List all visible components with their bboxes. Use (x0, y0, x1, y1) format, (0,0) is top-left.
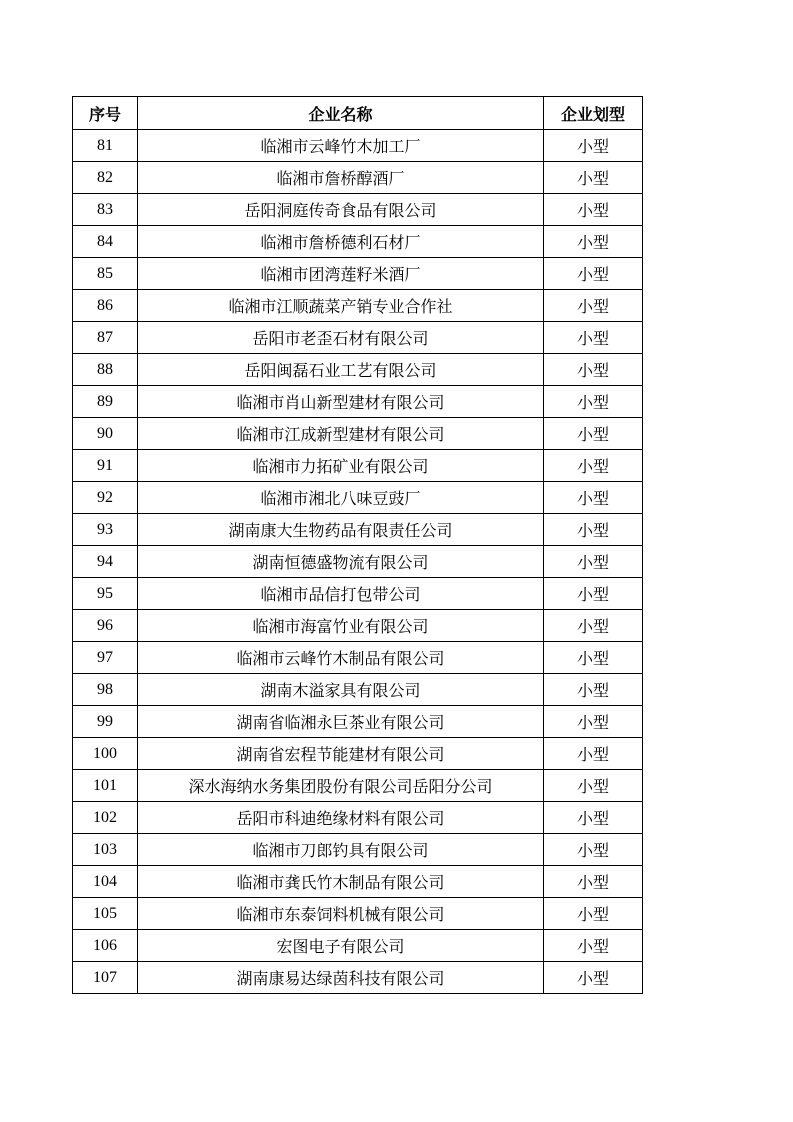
cell-enterprise-name: 临湘市刀郎钓具有限公司 (138, 834, 544, 866)
cell-enterprise-type: 小型 (544, 482, 643, 514)
cell-enterprise-type: 小型 (544, 930, 643, 962)
cell-enterprise-name: 湖南省宏程节能建材有限公司 (138, 738, 544, 770)
cell-serial-number: 85 (73, 258, 138, 290)
cell-serial-number: 84 (73, 226, 138, 258)
header-enterprise-name: 企业名称 (138, 97, 544, 130)
header-row (73, 97, 643, 130)
cell-enterprise-type: 小型 (544, 834, 643, 866)
cell-enterprise-type: 小型 (544, 770, 643, 802)
table-row (73, 610, 643, 642)
table-row (73, 962, 643, 994)
cell-enterprise-name: 岳阳洞庭传奇食品有限公司 (138, 194, 544, 226)
cell-enterprise-type: 小型 (544, 866, 643, 898)
header-enterprise-type: 企业划型 (544, 97, 643, 130)
cell-enterprise-name: 临湘市云峰竹木加工厂 (138, 130, 544, 162)
cell-serial-number: 106 (73, 930, 138, 962)
table-row (73, 162, 643, 194)
cell-serial-number: 102 (73, 802, 138, 834)
cell-enterprise-name: 临湘市团湾莲籽米酒厂 (138, 258, 544, 290)
table-row (73, 322, 643, 354)
cell-serial-number: 100 (73, 738, 138, 770)
cell-enterprise-type: 小型 (544, 450, 643, 482)
cell-enterprise-name: 临湘市湘北八味豆豉厂 (138, 482, 544, 514)
cell-enterprise-name: 宏图电子有限公司 (138, 930, 544, 962)
cell-serial-number: 88 (73, 354, 138, 386)
table-row (73, 738, 643, 770)
cell-serial-number: 95 (73, 578, 138, 610)
cell-enterprise-name: 临湘市江顺蔬菜产销专业合作社 (138, 290, 544, 322)
cell-enterprise-name: 临湘市肖山新型建材有限公司 (138, 386, 544, 418)
table-row (73, 226, 643, 258)
cell-enterprise-type: 小型 (544, 194, 643, 226)
cell-enterprise-type: 小型 (544, 642, 643, 674)
table-row (73, 290, 643, 322)
cell-enterprise-name: 临湘市品信打包带公司 (138, 578, 544, 610)
table-row (73, 546, 643, 578)
cell-enterprise-name: 岳阳闽磊石业工艺有限公司 (138, 354, 544, 386)
cell-serial-number: 99 (73, 706, 138, 738)
cell-serial-number: 82 (73, 162, 138, 194)
cell-enterprise-name: 湖南恒德盛物流有限公司 (138, 546, 544, 578)
cell-enterprise-type: 小型 (544, 802, 643, 834)
table-row (73, 450, 643, 482)
table-row (73, 866, 643, 898)
cell-serial-number: 90 (73, 418, 138, 450)
cell-enterprise-type: 小型 (544, 354, 643, 386)
cell-enterprise-type: 小型 (544, 578, 643, 610)
cell-enterprise-type: 小型 (544, 546, 643, 578)
cell-enterprise-type: 小型 (544, 738, 643, 770)
cell-serial-number: 86 (73, 290, 138, 322)
cell-enterprise-type: 小型 (544, 706, 643, 738)
table-row (73, 418, 643, 450)
table-row (73, 706, 643, 738)
cell-enterprise-name: 湖南康易达绿茵科技有限公司 (138, 962, 544, 994)
enterprise-table (72, 96, 643, 994)
cell-serial-number: 92 (73, 482, 138, 514)
cell-serial-number: 105 (73, 898, 138, 930)
table-header (73, 97, 643, 130)
cell-enterprise-name: 岳阳市老歪石材有限公司 (138, 322, 544, 354)
cell-serial-number: 83 (73, 194, 138, 226)
cell-enterprise-name: 临湘市东泰饲料机械有限公司 (138, 898, 544, 930)
table-row (73, 642, 643, 674)
cell-enterprise-name: 湖南康大生物药品有限责任公司 (138, 514, 544, 546)
cell-enterprise-name: 临湘市江成新型建材有限公司 (138, 418, 544, 450)
cell-enterprise-name: 临湘市力拓矿业有限公司 (138, 450, 544, 482)
cell-serial-number: 89 (73, 386, 138, 418)
cell-serial-number: 97 (73, 642, 138, 674)
cell-enterprise-name: 岳阳市科迪绝缘材料有限公司 (138, 802, 544, 834)
table-row (73, 834, 643, 866)
cell-serial-number: 91 (73, 450, 138, 482)
cell-enterprise-name: 深水海纳水务集团股份有限公司岳阳分公司 (138, 770, 544, 802)
cell-serial-number: 93 (73, 514, 138, 546)
cell-enterprise-type: 小型 (544, 674, 643, 706)
header-serial-number: 序号 (73, 97, 138, 130)
table-row (73, 194, 643, 226)
cell-serial-number: 87 (73, 322, 138, 354)
cell-enterprise-type: 小型 (544, 898, 643, 930)
table-body (73, 130, 643, 994)
cell-serial-number: 107 (73, 962, 138, 994)
cell-enterprise-type: 小型 (544, 258, 643, 290)
cell-enterprise-name: 临湘市詹桥醇酒厂 (138, 162, 544, 194)
cell-serial-number: 98 (73, 674, 138, 706)
cell-enterprise-type: 小型 (544, 962, 643, 994)
table-row (73, 802, 643, 834)
cell-serial-number: 81 (73, 130, 138, 162)
cell-enterprise-type: 小型 (544, 226, 643, 258)
table-row (73, 930, 643, 962)
cell-serial-number: 103 (73, 834, 138, 866)
table-row (73, 674, 643, 706)
table-row (73, 898, 643, 930)
table-row (73, 514, 643, 546)
cell-enterprise-name: 临湘市龚氏竹木制品有限公司 (138, 866, 544, 898)
cell-serial-number: 101 (73, 770, 138, 802)
cell-enterprise-type: 小型 (544, 162, 643, 194)
table-row (73, 354, 643, 386)
table-row (73, 258, 643, 290)
table-row (73, 578, 643, 610)
cell-serial-number: 104 (73, 866, 138, 898)
cell-enterprise-name: 临湘市海富竹业有限公司 (138, 610, 544, 642)
table-row (73, 482, 643, 514)
cell-enterprise-name: 湖南省临湘永巨茶业有限公司 (138, 706, 544, 738)
cell-enterprise-type: 小型 (544, 418, 643, 450)
cell-enterprise-name: 湖南木溢家具有限公司 (138, 674, 544, 706)
cell-enterprise-name: 临湘市詹桥德利石材厂 (138, 226, 544, 258)
table-row (73, 770, 643, 802)
cell-enterprise-type: 小型 (544, 130, 643, 162)
cell-serial-number: 94 (73, 546, 138, 578)
cell-enterprise-type: 小型 (544, 386, 643, 418)
cell-enterprise-type: 小型 (544, 514, 643, 546)
cell-enterprise-type: 小型 (544, 610, 643, 642)
table-row (73, 130, 643, 162)
table-row (73, 386, 643, 418)
cell-enterprise-type: 小型 (544, 290, 643, 322)
cell-serial-number: 96 (73, 610, 138, 642)
cell-enterprise-name: 临湘市云峰竹木制品有限公司 (138, 642, 544, 674)
cell-enterprise-type: 小型 (544, 322, 643, 354)
